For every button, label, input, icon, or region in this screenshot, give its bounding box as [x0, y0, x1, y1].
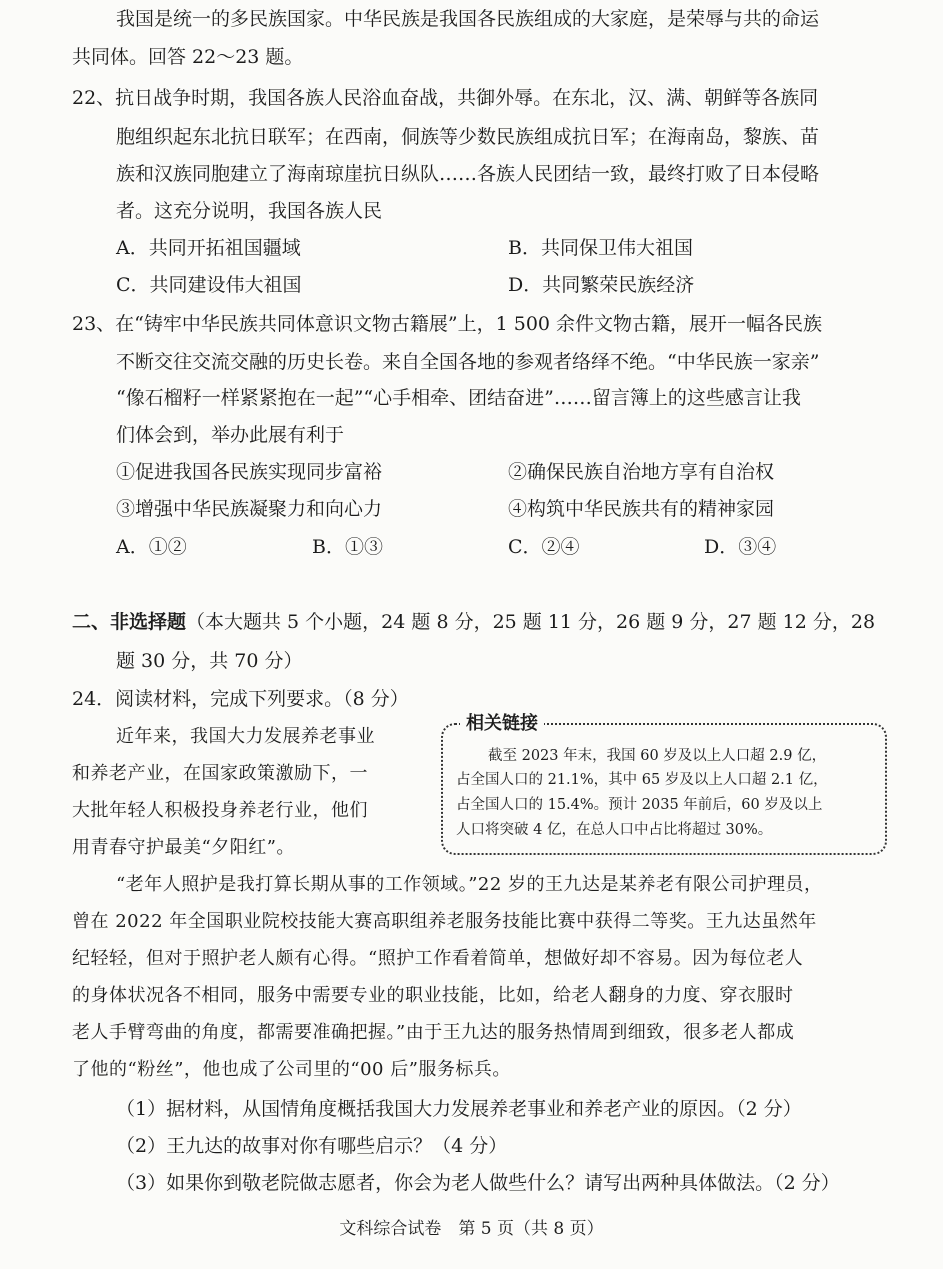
intro-line-2: 共同体。回答 22～23 题。: [72, 46, 304, 68]
related-link-title: 相关链接: [460, 708, 544, 740]
section2-title: 二、非选择题: [72, 611, 187, 633]
q24-material-line-1: 近年来，我国大力发展养老事业: [116, 726, 375, 747]
q24-material-line-4: 用青春守护最美“夕阳红”。: [72, 837, 295, 858]
q22-option-a: A．共同开拓祖国疆域: [116, 237, 301, 259]
section2-heading-line-2: 题 30 分，共 70 分）: [116, 650, 303, 672]
q22-option-d: D．共同繁荣民族经济: [508, 274, 695, 296]
q23-option-a: A．①②: [116, 536, 187, 558]
intro-line-1: 我国是统一的多民族国家。中华民族是我国各民族组成的大家庭，是荣辱与共的命运: [116, 8, 820, 30]
q24-story-line-1: “老年人照护是我打算长期从事的工作领域。”22 岁的王九达是某养老有限公司护理员，: [116, 874, 823, 895]
q22-option-c: C．共同建设伟大祖国: [116, 274, 302, 296]
q23-statement-2: ②确保民族自治地方享有自治权: [508, 461, 775, 483]
page-footer: 文科综合试卷 第 5 页（共 8 页）: [339, 1219, 604, 1239]
q22-stem-line-3: 族和汉族同胞建立了海南琼崖抗日纵队……各族人民团结一致，最终打败了日本侵略: [116, 163, 820, 185]
q22-stem-line-2: 胞组织起东北抗日联军；在西南，侗族等少数民族组成抗日军；在海南岛，黎族、苗: [116, 126, 820, 148]
q24-story-line-2: 曾在 2022 年全国职业院校技能大赛高职组养老服务技能比赛中获得二等奖。王九达虽然年: [72, 911, 817, 932]
q23-option-d: D．③④: [704, 536, 777, 558]
q24-title: 24．阅读材料，完成下列要求。（8 分）: [72, 688, 409, 710]
q23-option-b: B．①③: [312, 536, 383, 558]
q23-option-c: C．②④: [508, 536, 580, 558]
q22-stem-line-4: 者。这充分说明，我国各族人民: [116, 200, 383, 222]
q22-stem-line-1: 22、抗日战争时期，我国各族人民浴血奋战，共御外辱。在东北，汉、满、朝鲜等各族同: [72, 87, 819, 109]
related-link-line-2: 占全国人口的 21.1%，其中 65 岁及以上人口超 2.1 亿，: [456, 772, 828, 788]
q24-subquestion-3: （3）如果你到敬老院做志愿者，你会为老人做些什么？请写出两种具体做法。（2 分）: [116, 1172, 840, 1194]
q24-subquestion-1: （1）据材料，从国情角度概括我国大力发展养老事业和养老产业的原因。（2 分）: [116, 1098, 802, 1120]
q24-story-line-3: 纪轻轻，但对于照护老人颇有心得。“照护工作看着简单，想做好却不容易。因为每位老人: [72, 948, 804, 969]
q23-stem-line-3: “像石榴籽一样紧紧抱在一起”“心手相牵、团结奋进”……留言簿上的这些感言让我: [116, 387, 801, 409]
q23-statement-3: ③增强中华民族凝聚力和向心力: [116, 498, 383, 520]
q23-stem-line-2: 不断交往交流交融的历史长卷。来自全国各地的参观者络绎不绝。“中华民族一家亲”: [116, 351, 820, 373]
related-link-line-4: 人口将突破 4 亿，在总人口中占比将超过 30%。: [456, 822, 773, 838]
q24-story-line-5: 老人手臂弯曲的角度，都需要准确把握。”由于王九达的服务热情周到细致，很多老人都成: [72, 1022, 795, 1043]
q22-option-b: B．共同保卫伟大祖国: [508, 237, 693, 259]
q24-material-line-2: 和养老产业，在国家政策激励下，一: [72, 763, 368, 784]
q24-subquestion-2: （2）王九达的故事对你有哪些启示？（4 分）: [116, 1135, 508, 1157]
q23-stem-line-1: 23、在“铸牢中华民族共同体意识文物古籍展”上，1 500 余件文物古籍，展开一幅各民族: [72, 313, 823, 335]
related-link-line-3: 占全国人口的 15.4%。预计 2035 年前后，60 岁及以上: [456, 797, 823, 813]
q23-stem-line-4: 们体会到，举办此展有利于: [116, 424, 345, 446]
q24-material-line-3: 大批年轻人积极投身养老行业，他们: [72, 800, 368, 821]
q23-statement-4: ④构筑中华民族共有的精神家园: [508, 498, 775, 520]
q24-story-line-6: 了他的“粉丝”，他也成了公司里的“00 后”服务标兵。: [72, 1059, 511, 1080]
related-link-line-1: 截至 2023 年末，我国 60 岁及以上人口超 2.9 亿，: [488, 748, 827, 764]
q23-statement-1: ①促进我国各民族实现同步富裕: [116, 461, 383, 483]
section2-scoring: （本大题共 5 个小题，24 题 8 分，25 题 11 分，26 题 9 分，27 题 12 分，28: [186, 611, 876, 633]
section2-heading-line-1: [72, 603, 875, 641]
q24-story-line-4: 的身体状况各不相同，服务中需要专业的职业技能，比如，给老人翻身的力度、穿衣服时: [72, 985, 794, 1006]
